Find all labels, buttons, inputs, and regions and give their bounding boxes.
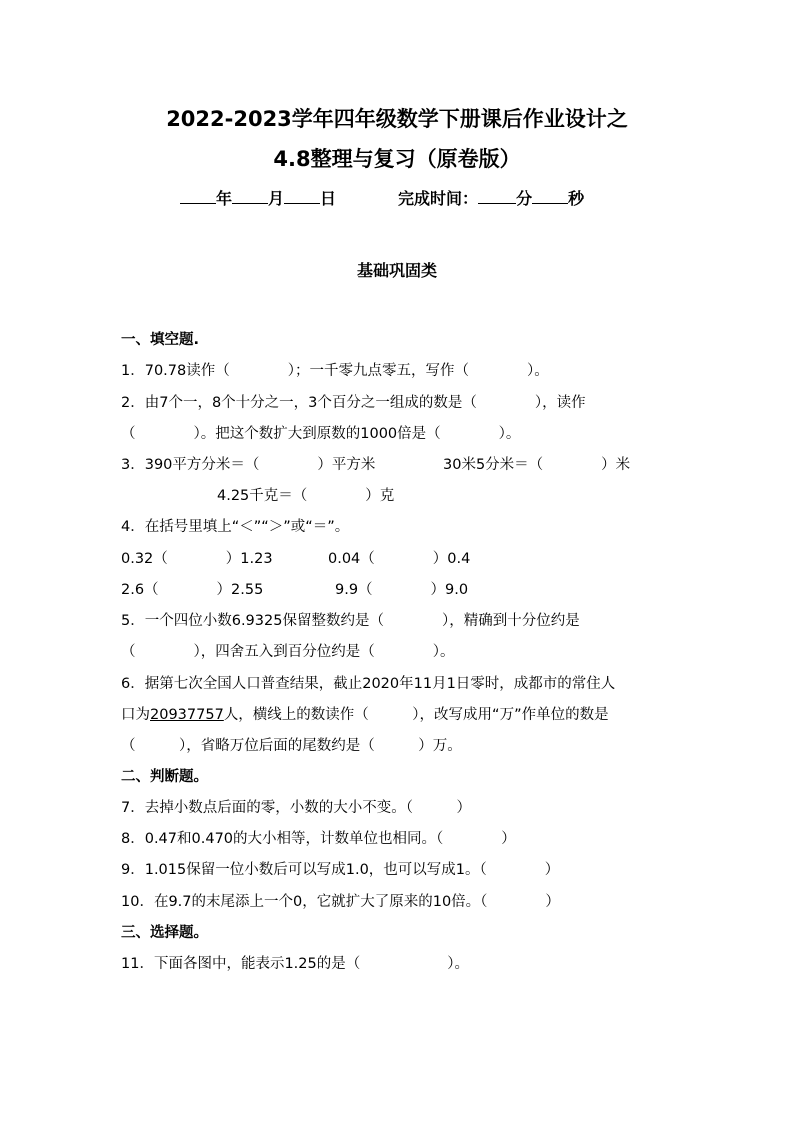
part-judge-heading: 二、判断题。: [121, 769, 208, 785]
time-label: 完成时间：: [398, 189, 479, 208]
question-3-part-b: 30米5分米＝（ ）米: [443, 457, 631, 473]
question-2-line-2: （ ）。把这个数扩大到原数的1000倍是（ ）。: [121, 426, 521, 442]
seconds-blank[interactable]: [532, 187, 568, 204]
question-6-suffix: 人，横线上的数读作（ ），改写成用“万”作单位的数是: [223, 707, 609, 723]
part-fill-heading: 一、填空题.: [121, 332, 200, 348]
question-1: 1．70.78读作（ ）；一千零九点零五，写作（ ）。: [121, 363, 549, 379]
question-10: 10．在9.7的末尾添上一个0，它就扩大了原来的10倍。（ ）: [121, 894, 560, 910]
date-time-line: [180, 186, 584, 212]
month-blank[interactable]: [232, 187, 268, 204]
population-number: 20937757: [150, 707, 224, 723]
minutes-label: 分: [516, 189, 533, 208]
question-4-stem: 4．在括号里填上“＜”“＞”或“＝”。: [121, 519, 350, 535]
question-6-prefix: 口为: [121, 707, 150, 723]
question-3-part-c: 4.25千克＝（ ）克: [217, 488, 395, 504]
question-6-line-2: [121, 704, 609, 726]
part-choice-heading: 三、选择题。: [121, 925, 208, 941]
title-line-1: 2022-2023学年四年级数学下册课后作业设计之: [166, 107, 628, 131]
seconds-label: 秒: [568, 189, 585, 208]
question-4-d: 9.9（ ）9.0: [335, 582, 469, 598]
question-7: 7．去掉小数点后面的零，小数的大小不变。（ ）: [121, 800, 471, 816]
month-label: 月: [268, 189, 285, 208]
question-6-line-1: 6．据第七次全国人口普查结果，截止2020年11月1日零时，成都市的常住人: [121, 676, 616, 692]
question-4-b: 0.04（ ）0.4: [328, 551, 471, 567]
question-3-part-a: 3．390平方分米＝（ ）平方米: [121, 457, 376, 473]
question-4-c: 2.6（ ）2.55: [121, 582, 264, 598]
question-9: 9．1.015保留一位小数后可以写成1.0，也可以写成1。（ ）: [121, 862, 560, 878]
year-blank[interactable]: [180, 187, 216, 204]
question-5-line-1: 5．一个四位小数6.9325保留整数约是（ ），精确到十分位约是: [121, 613, 580, 629]
question-2-line-1: 2．由7个一，8个十分之一，3个百分之一组成的数是（ ），读作: [121, 395, 586, 411]
question-6-line-3: （ ），省略万位后面的尾数约是（ ）万。: [121, 738, 462, 754]
title-line-2: 4.8整理与复习（原卷版）: [273, 147, 521, 171]
section-title: 基础巩固类: [356, 261, 437, 280]
question-8: 8．0.47和0.470的大小相等，计数单位也相同。（ ）: [121, 831, 516, 847]
question-5-line-2: （ ），四舍五入到百分位约是（ ）。: [121, 644, 455, 660]
minutes-blank[interactable]: [478, 187, 516, 204]
day-blank[interactable]: [284, 187, 320, 204]
day-label: 日: [320, 189, 337, 208]
question-4-a: 0.32（ ）1.23: [121, 551, 273, 567]
year-label: 年: [216, 189, 233, 208]
question-11: 11．下面各图中，能表示1.25的是（ ）。: [121, 956, 469, 972]
